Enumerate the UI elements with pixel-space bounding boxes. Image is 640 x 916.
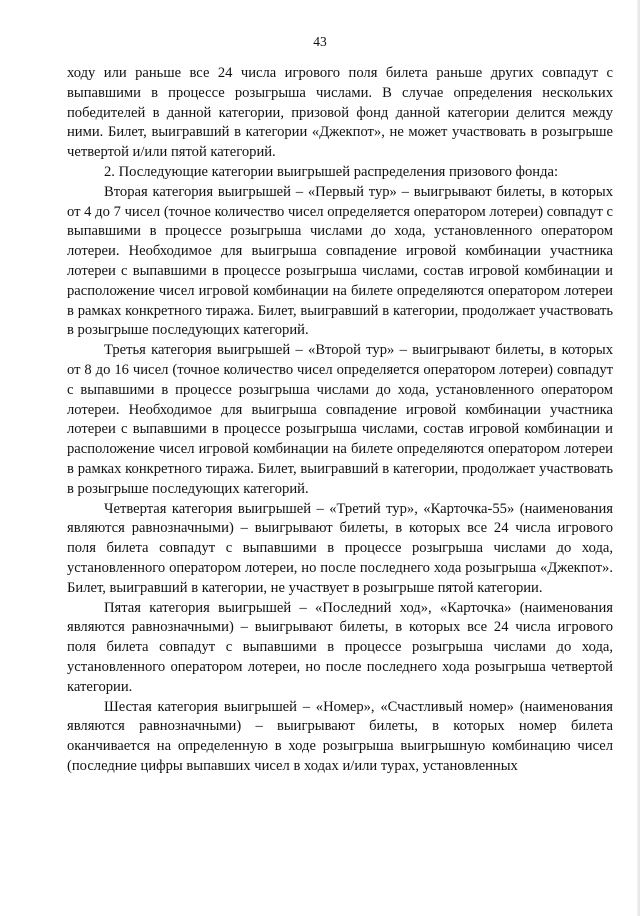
paragraph-fifth-category: Пятая категория выигрышей – «Последний ход», «Карточка» (наименования являются равнозначными) – выигрывают билеты, в которых все 24 числа игрового поля билета совпадут с выпавшими в процессе розыгрыша числами до хода, установленного оператором лотереи, но после последнего хода розыгрыша четвертой категории. [67, 599, 613, 695]
paragraph-continuation: ходу или раньше все 24 числа игрового поля билета раньше других совпадут с выпавшими в процессе розыгрыша числами. В случае определения нескольких победителей в данной категории, призовой фонд данной категории делится между ними. Билет, выигравший в категории «Джекпот», не может участвовать в розыгрыше четвертой и/или пятой категорий. [67, 65, 613, 161]
page-number: 43 [313, 34, 327, 49]
paragraph-sixth-category: Шестая категория выигрышей – «Номер», «Счастливый номер» (наименования являются равнозначными) – выигрывают билеты, в которых номер билета оканчивается на определенную в ходе розыгрыша выигрышную комбинацию чисел (последние цифры выпавших чисел в ходах и/или турах, установленных [67, 698, 613, 774]
paragraph-section-heading: 2. Последующие категории выигрышей распределения призового фонда: [104, 163, 559, 180]
paragraph-second-category: Вторая категория выигрышей – «Первый тур» – выигрывают билеты, в которых от 4 до 7 чисел (точное количество чисел определяется оператором лотереи) совпадут с выпавшими в процессе розыгрыша числами до хода, установленного оператором лотереи. Необходимое для выигрыша совпадение игровой комбинации участника лотереи с выпавшими в процессе розыгрыша числами, состав игровой комбинации и расположение чисел игровой комбинации на билете определяются оператором лотереи в рамках конкретного тиража. Билет, выигравший в категории, продолжает участвовать в розыгрыше последующих категорий. [67, 183, 613, 339]
paragraph-third-category: Третья категория выигрышей – «Второй тур» – выигрывают билеты, в которых от 8 до 16 чисел (точное количество чисел определяется оператором лотереи) совпадут с выпавшими в процессе розыгрыша числами до хода, установленного оператором лотереи. Необходимое для выигрыша совпадение игровой комбинации участника лотереи с выпавшими в процессе розыгрыша числами, состав игровой комбинации и расположение чисел игровой комбинации на билете определяются оператором лотереи в рамках конкретного тиража. Билет, выигравший в категории, продолжает участвовать в розыгрыше последующих категорий. [67, 342, 613, 497]
paragraph-fourth-category: Четвертая категория выигрышей – «Третий тур», «Карточка-55» (наименования являются равнозначными) – выигрывают билеты, в которых все 24 числа игрового поля билета совпадут с выпавшими в процессе розыгрыша числами до хода, установленного оператором лотереи, но после последнего хода розыгрыша «Джекпот». Билет, выигравший в категории, не участвует в розыгрыше пятой категории. [67, 500, 613, 596]
document-body [67, 64, 613, 777]
